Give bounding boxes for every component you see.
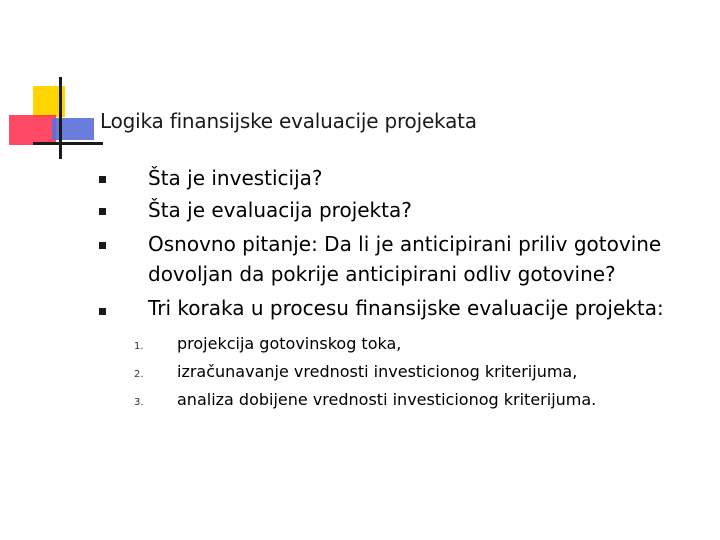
slide-title: Logika finansijske evaluacije projekata	[100, 109, 477, 133]
bullet-item: Šta je investicija?	[148, 166, 323, 190]
bullet-square-icon	[99, 308, 106, 315]
bullet-item: Osnovno pitanje: Da li je anticipirani priliv gotovine	[148, 232, 662, 256]
vertical-line-decoration	[59, 77, 62, 159]
bullet-item-continuation: dovoljan da pokrije anticipirani odliv gotovine?	[148, 262, 616, 286]
step-number: 1.	[134, 341, 144, 352]
bullet-square-icon	[99, 208, 106, 215]
step-item: analiza dobijene vrednosti investicionog kriterijuma.	[177, 390, 597, 409]
step-number: 3.	[134, 397, 144, 408]
horizontal-line-decoration	[33, 142, 103, 145]
bullet-item: Šta je evaluacija projekta?	[148, 198, 412, 222]
bullet-item: Tri koraka u procesu finansijske evaluacije projekta:	[148, 296, 664, 320]
decorative-logo	[0, 0, 110, 170]
step-number: 2.	[134, 369, 144, 380]
bullet-square-icon	[99, 242, 106, 249]
step-item: projekcija gotovinskog toka,	[177, 334, 402, 353]
bullet-square-icon	[99, 176, 106, 183]
red-square-decoration	[9, 115, 56, 145]
step-item: izračunavanje vrednosti investicionog kriterijuma,	[177, 362, 578, 381]
